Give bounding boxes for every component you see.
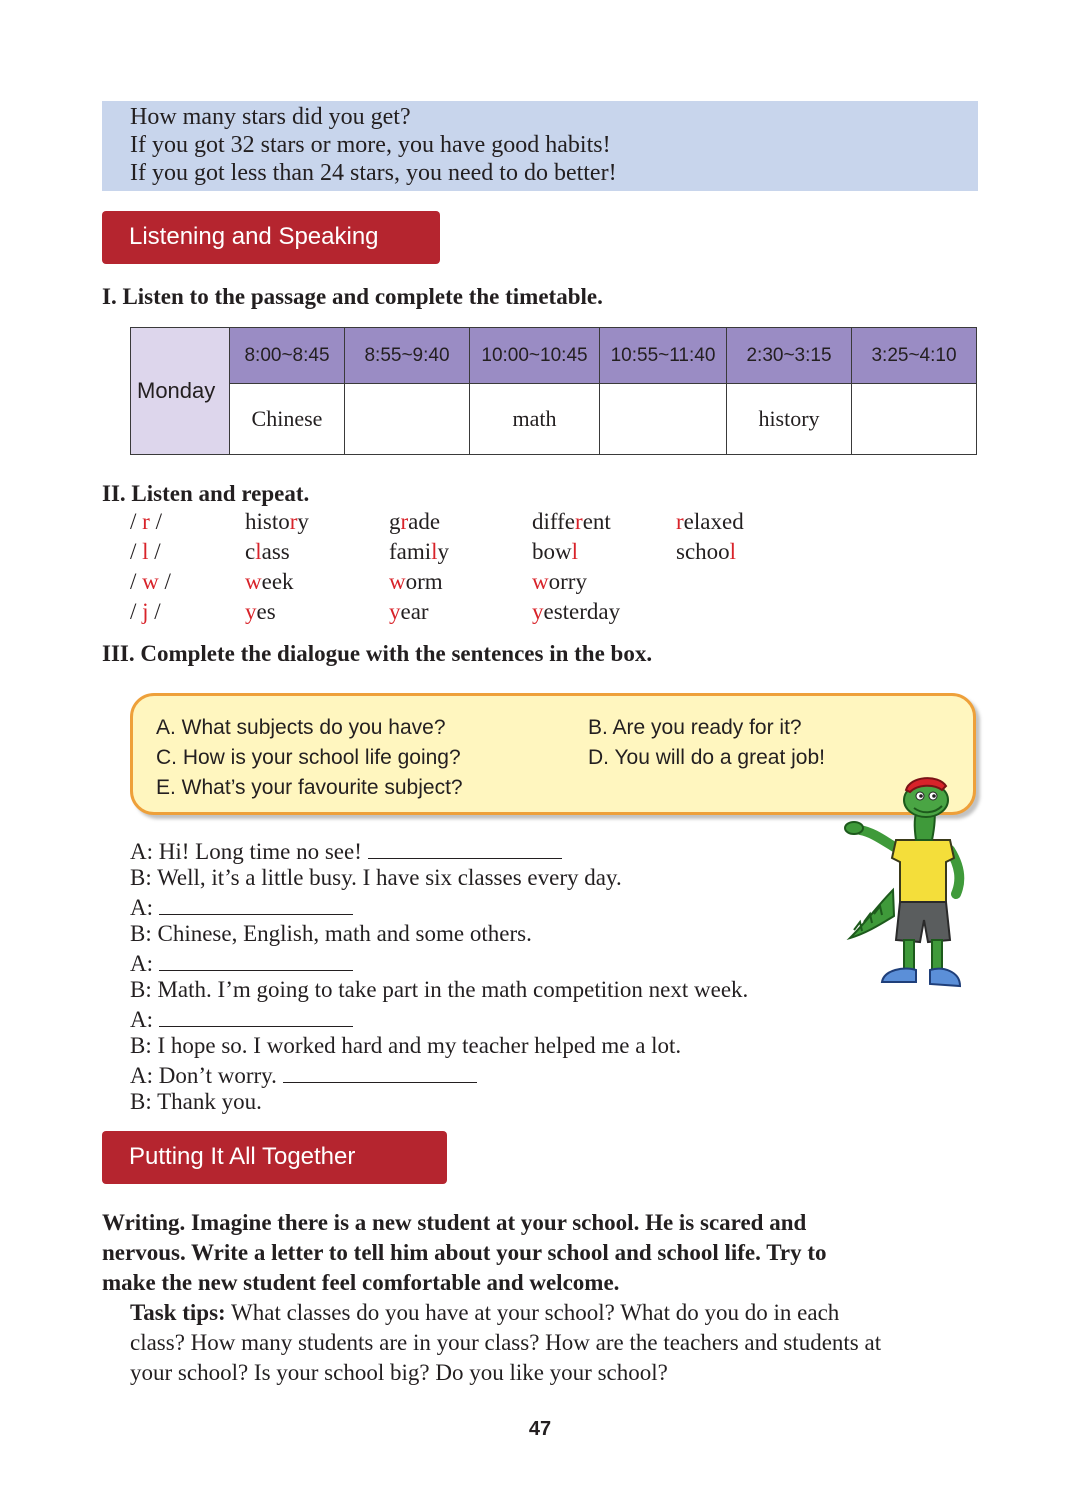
section-banner-putting-together: Putting It All Together bbox=[102, 1131, 447, 1184]
phonics-list bbox=[0, 507, 1080, 632]
option-b: B. Are you ready for it? bbox=[588, 716, 802, 739]
phonics-word: worm bbox=[389, 569, 443, 594]
phonics-word: yesterday bbox=[532, 599, 621, 624]
timetable-subject-cell: math bbox=[470, 384, 600, 455]
timetable-time-cell: 8:55~9:40 bbox=[345, 328, 470, 384]
dialogue-line: A: bbox=[130, 892, 353, 922]
dialogue-line: A: Don’t worry. bbox=[130, 1060, 477, 1090]
dialogue-line: A: bbox=[130, 1004, 353, 1034]
timetable-subject-cell: Chinese bbox=[230, 384, 345, 455]
phonics-word: year bbox=[389, 599, 429, 624]
phonics-sound: / l / bbox=[130, 539, 161, 564]
phonics-sound: / w / bbox=[130, 569, 171, 594]
timetable-time-cell: 10:00~10:45 bbox=[470, 328, 600, 384]
dialogue-line: B: I hope so. I worked hard and my teacher helped me a lot. bbox=[130, 1033, 682, 1058]
phonics-word: school bbox=[676, 539, 737, 564]
task-tips-line: your school? Is your school big? Do you like your school? bbox=[130, 1360, 668, 1385]
phonics-word: relaxed bbox=[676, 509, 744, 534]
part3-heading: III. Complete the dialogue with the sentences in the box. bbox=[102, 641, 653, 666]
answer-blank[interactable] bbox=[368, 836, 562, 859]
option-a: A. What subjects do you have? bbox=[156, 716, 446, 739]
stars-info-box bbox=[102, 101, 978, 191]
stars-line-1: How many stars did you get? bbox=[130, 104, 411, 130]
dialogue-line: A: Hi! Long time no see! bbox=[130, 836, 562, 866]
answer-blank[interactable] bbox=[159, 1004, 353, 1027]
dialogue-line: B: Math. I’m going to take part in the math competition next week. bbox=[130, 977, 749, 1002]
timetable-subject-cell: history bbox=[727, 384, 852, 455]
answer-blank[interactable] bbox=[283, 1060, 477, 1083]
writing-prompt-line: nervous. Write a letter to tell him about your school and school life. Try to bbox=[102, 1240, 827, 1265]
task-tips-line: Task tips: What classes do you have at your school? What do you do in each bbox=[130, 1300, 840, 1325]
answer-blank[interactable] bbox=[159, 948, 353, 971]
timetable bbox=[130, 327, 977, 455]
stars-line-3: If you got less than 24 stars, you need to do better! bbox=[130, 160, 617, 186]
timetable-time-cell: 3:25~4:10 bbox=[852, 328, 977, 384]
dialogue-line: A: bbox=[130, 948, 353, 978]
timetable-time-cell: 10:55~11:40 bbox=[600, 328, 727, 384]
task-tips-label: Task tips: bbox=[130, 1300, 226, 1325]
task-tips-line: class? How many students are in your class? How are the teachers and students at bbox=[130, 1330, 882, 1355]
timetable-subject-blank[interactable] bbox=[600, 384, 727, 455]
phonics-sound: / r / bbox=[130, 509, 162, 534]
dialogue-line: B: Thank you. bbox=[130, 1089, 262, 1114]
timetable-time-cell: 2:30~3:15 bbox=[727, 328, 852, 384]
option-d: D. You will do a great job! bbox=[588, 746, 825, 769]
dialogue-line: B: Well, it’s a little busy. I have six classes every day. bbox=[130, 865, 622, 890]
phonics-word: yes bbox=[245, 599, 276, 624]
phonics-word: different bbox=[532, 509, 611, 534]
phonics-word: history bbox=[245, 509, 309, 534]
option-c: C. How is your school life going? bbox=[156, 746, 461, 769]
phonics-word: bowl bbox=[532, 539, 579, 564]
part2-heading: II. Listen and repeat. bbox=[102, 481, 310, 506]
answer-blank[interactable] bbox=[159, 892, 353, 915]
phonics-word: worry bbox=[532, 569, 587, 594]
writing-prompt-line: Writing. Imagine there is a new student at your school. He is scared and bbox=[102, 1210, 807, 1235]
stars-line-2: If you got 32 stars or more, you have good habits! bbox=[130, 132, 611, 158]
phonics-word: family bbox=[389, 539, 450, 564]
option-e: E. What’s your favourite subject? bbox=[156, 776, 463, 799]
phonics-word: grade bbox=[389, 509, 441, 534]
writing-prompt-line: make the new student feel comfortable and welcome. bbox=[102, 1270, 620, 1295]
part1-heading: I. Listen to the passage and complete the timetable. bbox=[102, 284, 603, 309]
dinosaur-mascot-icon bbox=[838, 770, 978, 996]
timetable-time-cell: 8:00~8:45 bbox=[230, 328, 345, 384]
phonics-word: week bbox=[245, 569, 294, 594]
section-banner-listening-speaking: Listening and Speaking bbox=[102, 211, 440, 264]
timetable-subject-blank[interactable] bbox=[345, 384, 470, 455]
page-number: 47 bbox=[528, 1418, 552, 1440]
phonics-word: class bbox=[245, 539, 290, 564]
dialogue-line: B: Chinese, English, math and some others. bbox=[130, 921, 532, 946]
timetable-day-cell: Monday bbox=[131, 328, 230, 455]
timetable-subject-blank[interactable] bbox=[852, 384, 977, 455]
phonics-sound: / j / bbox=[130, 599, 161, 624]
